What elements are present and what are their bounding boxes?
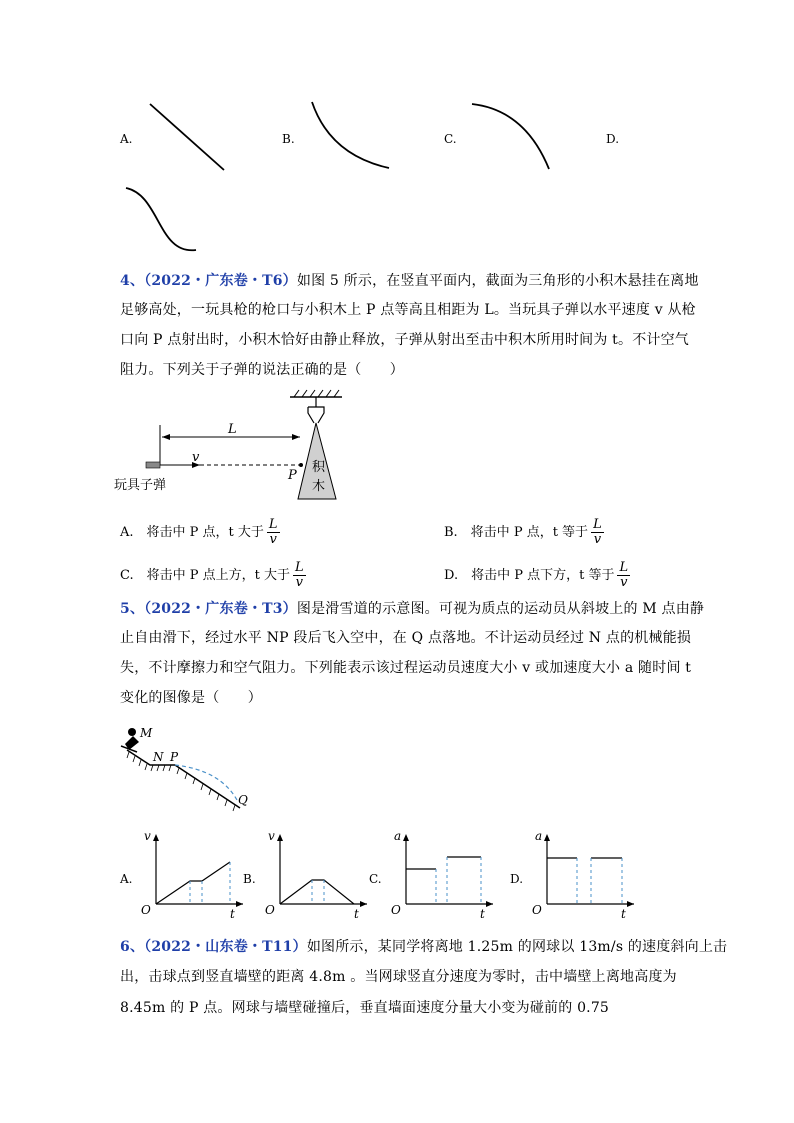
q5-graph-c-label: C. <box>369 872 382 886</box>
q5-graph-b-origin: O <box>265 903 275 917</box>
q4-header: 4、（2022・广东卷・T6） <box>120 273 297 289</box>
q5-graph-c-origin: O <box>391 903 401 917</box>
point-Q-label: Q <box>238 793 248 807</box>
q5-graph-a-xlabel: t <box>230 907 235 921</box>
q5-graph-d-label: D. <box>510 872 524 886</box>
q4-option-b: B. 将击中 P 点，t 等于 $\frac{L}{v}$ <box>444 517 602 547</box>
q5-graph-d-xlabel: t <box>621 907 626 921</box>
q4-text-line1: 如图 5 所示，在竖直平面内，截面为三角形的小积木悬挂在离地 <box>296 273 699 289</box>
point-N-label: N <box>153 750 164 764</box>
q3-curve-b <box>312 102 389 168</box>
q3-option-c-label: C. <box>444 132 457 146</box>
q5-graph-d-ylabel: a <box>535 829 543 843</box>
ski-slope-figure <box>115 722 265 822</box>
skier-icon <box>121 728 139 752</box>
q5-graph-a-origin: O <box>141 903 151 917</box>
q4-text-line2: 足够高处，一玩具枪的枪口与小积木上 P 点等高且相距为 L。当玩具子弹以水平速度 v 从枪 <box>120 302 696 318</box>
q5-graph-a-ylabel: v <box>144 829 151 843</box>
block-label-1: 积 <box>312 460 326 475</box>
q3-option-a-label: A. <box>120 132 133 146</box>
q5-graph-c-ylabel: a <box>394 829 402 843</box>
q5-graph-a <box>138 826 248 921</box>
point-M-label: M <box>140 726 153 740</box>
q5-graph-a-label: A. <box>120 872 133 886</box>
q5-graph-b-label: B. <box>243 872 256 886</box>
q5-graph-b-xlabel: t <box>354 907 359 921</box>
q5-graph-d-origin: O <box>532 903 542 917</box>
block-label-2: 木 <box>312 479 326 494</box>
q3-option-d-label: D. <box>606 132 620 146</box>
q6-header: 6、（2022・山东卷・T11） <box>120 939 307 955</box>
q3-option-b-label: B. <box>282 132 295 146</box>
q3-curve-a <box>150 104 224 170</box>
q5-graph-d <box>529 826 639 921</box>
q6-text-line1: 如图所示，某同学将离地 1.25m 的网球以 13m/s 的速度斜向上击 <box>306 939 728 955</box>
q6-text-line3: 8.45m 的 P 点。网球与墙壁碰撞后，垂直墙面速度分量大小变为碰前的 0.75 <box>120 1000 610 1016</box>
q5-text-line1: 图是滑雪道的示意图。可视为质点的运动员从斜坡上的 M 点由静 <box>296 601 705 617</box>
q4-option-a: A. 将击中 P 点，t 大于 $\frac{L}{v}$ <box>120 517 278 547</box>
q5-graph-b-ylabel: v <box>268 829 275 843</box>
q3-curve-c <box>472 104 549 169</box>
toy-bullet-label: 玩具子弹 <box>114 478 167 493</box>
toy-gun-bullet-icon <box>146 462 160 468</box>
q5-header: 5、（2022・广东卷・T3） <box>120 601 297 617</box>
point-P-label: P <box>288 468 297 483</box>
q5-text-line4: 变化的图像是（ ） <box>120 690 262 706</box>
q5-graph-c <box>388 826 498 921</box>
q5-text-line2: 止自由滑下，经过水平 NP 段后飞入空中，在 Q 点落地。不计运动员经过 N 点的机械能损 <box>120 630 692 646</box>
q4-option-c: C. 将击中 P 点上方，t 大于 $\frac{L}{v}$ <box>120 560 304 590</box>
q5-graph-c-xlabel: t <box>480 907 485 921</box>
dimension-L-label: L <box>228 422 237 437</box>
q5-graph-b <box>262 826 372 921</box>
q3-curve-d <box>126 188 196 250</box>
q3-curves <box>0 0 794 260</box>
point-P-label-q5: P <box>170 750 179 764</box>
q4-text-line4: 阻力。下列关于子弹的说法正确的是（ ） <box>120 362 404 378</box>
q4-text-line3: 口向 P 点射出时，小积木恰好由静止释放，子弹从射出至击中积木所用时间为 t。不计空气 <box>120 332 689 348</box>
velocity-v-label: v <box>192 450 200 465</box>
q6-text-line2: 出，击球点到竖直墙壁的距离 4.8m 。当网球竖直分速度为零时，击中墙壁上离地高度为 <box>120 969 677 985</box>
q4-option-d: D. 将击中 P 点下方，t 等于 $\frac{L}{v}$ <box>444 560 629 590</box>
q4-figure <box>110 385 370 510</box>
q5-text-line3: 失，不计摩擦力和空气阻力。下列能表示该过程运动员速度大小 v 或加速度大小 a 随时间 t <box>120 660 692 676</box>
